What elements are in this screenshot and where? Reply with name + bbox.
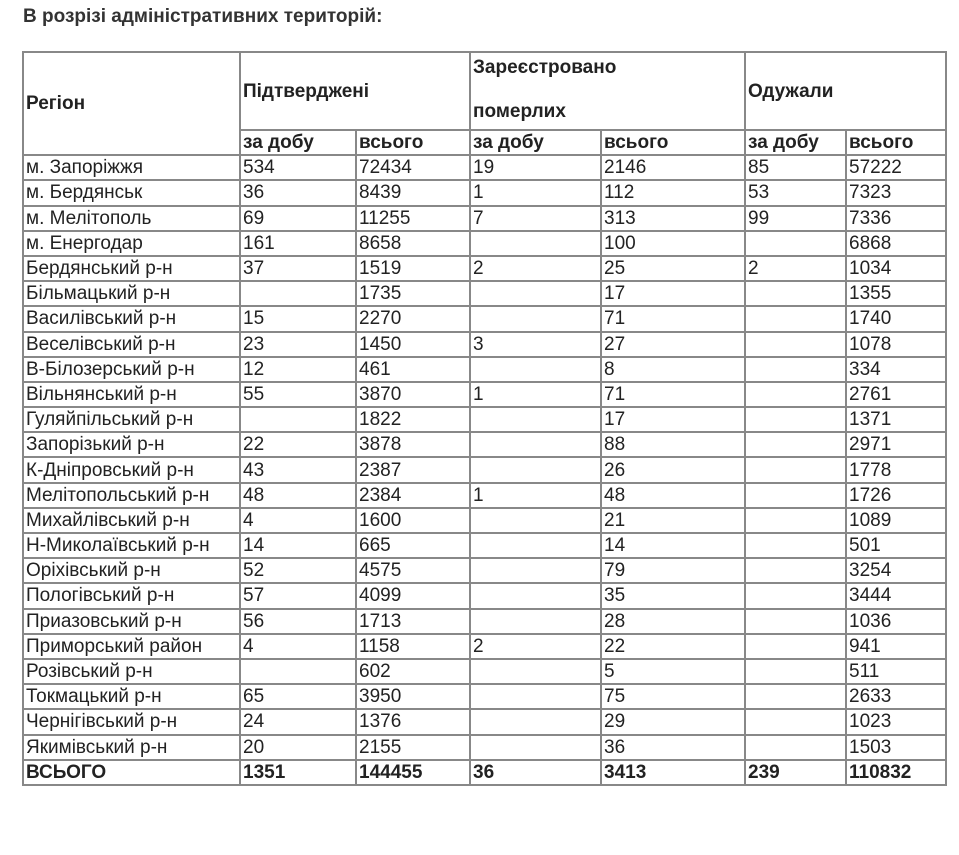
confirmed-total-cell: 1600 — [356, 508, 470, 533]
confirmed-daily-cell: 56 — [240, 609, 356, 634]
table-row — [23, 382, 946, 407]
confirmed-total-header: всього — [356, 130, 470, 155]
confirmed-total-cell: 602 — [356, 659, 470, 684]
total-label-cell: ВСЬОГО — [23, 760, 240, 785]
recovered-daily-cell: 85 — [745, 155, 846, 180]
table-row — [23, 407, 946, 432]
confirmed-daily-cell — [240, 407, 356, 432]
recovered-daily-cell — [745, 659, 846, 684]
confirmed-daily-header: за добу — [240, 130, 356, 155]
region-name-cell: Михайлівський р-н — [23, 508, 240, 533]
deaths-daily-cell — [470, 609, 601, 634]
table-row — [23, 357, 946, 382]
confirmed-total-cell: 4575 — [356, 558, 470, 583]
table-row — [23, 206, 946, 231]
region-name-cell: Василівський р-н — [23, 306, 240, 331]
recovered-daily-cell — [745, 357, 846, 382]
deaths-daily-cell: 7 — [470, 206, 601, 231]
deaths-total-cell: 88 — [601, 432, 745, 457]
deaths-daily-cell — [470, 281, 601, 306]
deaths-daily-cell: 3 — [470, 332, 601, 357]
deaths-total-cell: 28 — [601, 609, 745, 634]
deaths-daily-cell — [470, 533, 601, 558]
table-row — [23, 533, 946, 558]
confirmed-total-cell: 72434 — [356, 155, 470, 180]
region-name-cell: Бердянський р-н — [23, 256, 240, 281]
region-name-cell: Оріхівський р-н — [23, 558, 240, 583]
deaths-daily-cell — [470, 432, 601, 457]
recovered-daily-cell — [745, 457, 846, 482]
deaths-total-cell: 35 — [601, 583, 745, 608]
confirmed-total-cell: 8439 — [356, 180, 470, 205]
deaths-daily-cell — [470, 735, 601, 760]
table-row — [23, 432, 946, 457]
deaths-daily-cell — [470, 306, 601, 331]
table-row — [23, 508, 946, 533]
table-row — [23, 659, 946, 684]
confirmed-daily-cell: 65 — [240, 684, 356, 709]
confirmed-total-cell: 3870 — [356, 382, 470, 407]
recovered-daily-cell: 99 — [745, 206, 846, 231]
recovered-total-cell: 1036 — [846, 609, 946, 634]
deaths-total-cell: 17 — [601, 281, 745, 306]
deaths-total-cell: 26 — [601, 457, 745, 482]
table-row — [23, 634, 946, 659]
confirmed-daily-cell: 22 — [240, 432, 356, 457]
table-row — [23, 306, 946, 331]
confirmed-total-cell: 4099 — [356, 583, 470, 608]
confirmed-daily-cell: 55 — [240, 382, 356, 407]
table-row — [23, 735, 946, 760]
recovered-total-cell: 2633 — [846, 684, 946, 709]
recovered-daily-cell — [745, 558, 846, 583]
recovered-total-cell: 1726 — [846, 483, 946, 508]
table-row — [23, 483, 946, 508]
confirmed-daily-cell: 4 — [240, 634, 356, 659]
recovered-total-sum-cell: 110832 — [846, 760, 946, 785]
confirmed-total-cell: 1519 — [356, 256, 470, 281]
region-name-cell: Токмацький р-н — [23, 684, 240, 709]
deaths-daily-cell: 1 — [470, 382, 601, 407]
recovered-daily-cell — [745, 483, 846, 508]
recovered-daily-cell: 53 — [745, 180, 846, 205]
deaths-daily-cell: 2 — [470, 634, 601, 659]
deaths-daily-cell — [470, 457, 601, 482]
recovered-daily-cell — [745, 281, 846, 306]
deaths-total-cell: 27 — [601, 332, 745, 357]
total-row — [23, 760, 946, 785]
deaths-total-cell: 75 — [601, 684, 745, 709]
deaths-total-cell: 71 — [601, 382, 745, 407]
deaths-total-header: всього — [601, 130, 745, 155]
confirmed-daily-cell: 12 — [240, 357, 356, 382]
deaths-daily-sum-cell: 36 — [470, 760, 601, 785]
deaths-total-cell: 313 — [601, 206, 745, 231]
deaths-total-cell: 5 — [601, 659, 745, 684]
deaths-daily-cell: 1 — [470, 483, 601, 508]
confirmed-daily-cell: 48 — [240, 483, 356, 508]
recovered-total-cell: 1023 — [846, 709, 946, 734]
recovered-daily-cell — [745, 709, 846, 734]
deaths-total-cell: 8 — [601, 357, 745, 382]
deaths-daily-cell — [470, 583, 601, 608]
region-name-cell: Вільнянський р-н — [23, 382, 240, 407]
recovered-daily-cell — [745, 533, 846, 558]
recovered-daily-cell — [745, 306, 846, 331]
deaths-header-line2: померлих — [473, 101, 566, 122]
confirmed-total-sum-cell: 144455 — [356, 760, 470, 785]
region-name-cell: м. Запоріжжя — [23, 155, 240, 180]
deaths-daily-cell: 19 — [470, 155, 601, 180]
recovered-total-cell: 1078 — [846, 332, 946, 357]
confirmed-daily-cell: 161 — [240, 231, 356, 256]
table-row — [23, 684, 946, 709]
region-name-cell: Мелітопольський р-н — [23, 483, 240, 508]
recovered-total-cell: 3254 — [846, 558, 946, 583]
recovered-daily-cell — [745, 508, 846, 533]
confirmed-daily-cell: 57 — [240, 583, 356, 608]
recovered-total-cell: 1778 — [846, 457, 946, 482]
recovered-daily-cell — [745, 735, 846, 760]
confirmed-total-cell: 3878 — [356, 432, 470, 457]
table-row — [23, 231, 946, 256]
regions-table — [22, 51, 947, 786]
region-name-cell: Гуляйпільський р-н — [23, 407, 240, 432]
table-row — [23, 457, 946, 482]
recovered-total-cell: 1089 — [846, 508, 946, 533]
deaths-total-cell: 2146 — [601, 155, 745, 180]
region-column-header: Регіон — [23, 52, 240, 155]
recovered-daily-cell — [745, 583, 846, 608]
recovered-total-cell: 2761 — [846, 382, 946, 407]
confirmed-total-cell: 1822 — [356, 407, 470, 432]
recovered-daily-cell — [745, 231, 846, 256]
confirmed-daily-cell: 52 — [240, 558, 356, 583]
table-row — [23, 583, 946, 608]
recovered-total-cell: 1034 — [846, 256, 946, 281]
recovered-total-cell: 7323 — [846, 180, 946, 205]
confirmed-daily-cell: 36 — [240, 180, 356, 205]
confirmed-total-cell: 2270 — [356, 306, 470, 331]
confirmed-daily-cell: 20 — [240, 735, 356, 760]
deaths-total-cell: 14 — [601, 533, 745, 558]
confirmed-daily-cell: 15 — [240, 306, 356, 331]
confirmed-total-cell: 1158 — [356, 634, 470, 659]
recovered-total-cell: 7336 — [846, 206, 946, 231]
region-name-cell: Н-Миколаївський р-н — [23, 533, 240, 558]
recovered-total-header: всього — [846, 130, 946, 155]
deaths-total-cell: 36 — [601, 735, 745, 760]
deaths-total-cell: 48 — [601, 483, 745, 508]
table-row — [23, 281, 946, 306]
region-name-cell: В-Білозерський р-н — [23, 357, 240, 382]
deaths-total-sum-cell: 3413 — [601, 760, 745, 785]
confirmed-daily-cell — [240, 281, 356, 306]
confirmed-total-cell: 11255 — [356, 206, 470, 231]
deaths-daily-cell — [470, 709, 601, 734]
region-name-cell: Приазовський р-н — [23, 609, 240, 634]
table-row — [23, 609, 946, 634]
region-name-cell: Чернігівський р-н — [23, 709, 240, 734]
table-row — [23, 558, 946, 583]
deaths-daily-cell — [470, 357, 601, 382]
recovered-total-cell: 1503 — [846, 735, 946, 760]
deaths-total-cell: 79 — [601, 558, 745, 583]
confirmed-total-cell: 1450 — [356, 332, 470, 357]
deaths-total-cell: 17 — [601, 407, 745, 432]
confirmed-total-cell: 1735 — [356, 281, 470, 306]
confirmed-daily-cell: 24 — [240, 709, 356, 734]
confirmed-total-cell: 461 — [356, 357, 470, 382]
recovered-daily-cell — [745, 684, 846, 709]
recovered-daily-header: за добу — [745, 130, 846, 155]
confirmed-daily-cell: 23 — [240, 332, 356, 357]
recovered-total-cell: 511 — [846, 659, 946, 684]
recovered-total-cell: 57222 — [846, 155, 946, 180]
recovered-daily-cell — [745, 382, 846, 407]
deaths-daily-cell — [470, 407, 601, 432]
recovered-total-cell: 6868 — [846, 231, 946, 256]
confirmed-total-cell: 2387 — [356, 457, 470, 482]
region-name-cell: Більмацький р-н — [23, 281, 240, 306]
recovered-daily-cell — [745, 634, 846, 659]
deaths-total-cell: 22 — [601, 634, 745, 659]
deaths-daily-cell — [470, 684, 601, 709]
confirmed-daily-cell: 534 — [240, 155, 356, 180]
confirmed-daily-cell: 4 — [240, 508, 356, 533]
page-heading: В розрізі адміністративних територій: — [23, 6, 383, 27]
deaths-total-cell: 71 — [601, 306, 745, 331]
recovered-total-cell: 3444 — [846, 583, 946, 608]
region-name-cell: К-Дніпровський р-н — [23, 457, 240, 482]
confirmed-daily-cell: 37 — [240, 256, 356, 281]
confirmed-total-cell: 1376 — [356, 709, 470, 734]
table-row — [23, 155, 946, 180]
deaths-group-header — [470, 52, 745, 130]
deaths-total-cell: 112 — [601, 180, 745, 205]
deaths-total-cell: 100 — [601, 231, 745, 256]
confirmed-total-cell: 8658 — [356, 231, 470, 256]
region-name-cell: м. Енергодар — [23, 231, 240, 256]
region-name-cell: Пологівський р-н — [23, 583, 240, 608]
recovered-total-cell: 1355 — [846, 281, 946, 306]
table-row — [23, 180, 946, 205]
deaths-daily-cell — [470, 231, 601, 256]
deaths-daily-cell — [470, 508, 601, 533]
deaths-header-line1: Зареєстровано — [473, 57, 617, 78]
region-name-cell: Веселівський р-н — [23, 332, 240, 357]
deaths-daily-cell: 1 — [470, 180, 601, 205]
region-name-cell: м. Бердянськ — [23, 180, 240, 205]
confirmed-daily-cell: 43 — [240, 457, 356, 482]
recovered-total-cell: 1740 — [846, 306, 946, 331]
deaths-daily-header: за добу — [470, 130, 601, 155]
deaths-total-cell: 29 — [601, 709, 745, 734]
confirmed-daily-cell: 14 — [240, 533, 356, 558]
table-row — [23, 709, 946, 734]
table-row — [23, 256, 946, 281]
recovered-daily-cell — [745, 407, 846, 432]
deaths-total-cell: 21 — [601, 508, 745, 533]
table-row — [23, 332, 946, 357]
deaths-daily-cell — [470, 558, 601, 583]
region-name-cell: Приморський район — [23, 634, 240, 659]
recovered-total-cell: 2971 — [846, 432, 946, 457]
confirmed-group-header: Підтверджені — [240, 52, 470, 130]
confirmed-total-cell: 665 — [356, 533, 470, 558]
recovered-total-cell: 941 — [846, 634, 946, 659]
deaths-daily-cell: 2 — [470, 256, 601, 281]
recovered-daily-sum-cell: 239 — [745, 760, 846, 785]
confirmed-daily-sum-cell: 1351 — [240, 760, 356, 785]
recovered-daily-cell — [745, 332, 846, 357]
confirmed-total-cell: 1713 — [356, 609, 470, 634]
recovered-total-cell: 1371 — [846, 407, 946, 432]
table-group-header-row — [23, 52, 946, 130]
confirmed-daily-cell: 69 — [240, 206, 356, 231]
recovered-daily-cell — [745, 609, 846, 634]
region-name-cell: Розівський р-н — [23, 659, 240, 684]
region-name-cell: м. Мелітополь — [23, 206, 240, 231]
recovered-daily-cell — [745, 432, 846, 457]
region-name-cell: Якимівський р-н — [23, 735, 240, 760]
recovered-total-cell: 334 — [846, 357, 946, 382]
deaths-total-cell: 25 — [601, 256, 745, 281]
recovered-group-header: Одужали — [745, 52, 946, 130]
confirmed-total-cell: 3950 — [356, 684, 470, 709]
confirmed-total-cell: 2155 — [356, 735, 470, 760]
deaths-daily-cell — [470, 659, 601, 684]
region-name-cell: Запорізький р-н — [23, 432, 240, 457]
confirmed-total-cell: 2384 — [356, 483, 470, 508]
confirmed-daily-cell — [240, 659, 356, 684]
recovered-daily-cell: 2 — [745, 256, 846, 281]
recovered-total-cell: 501 — [846, 533, 946, 558]
